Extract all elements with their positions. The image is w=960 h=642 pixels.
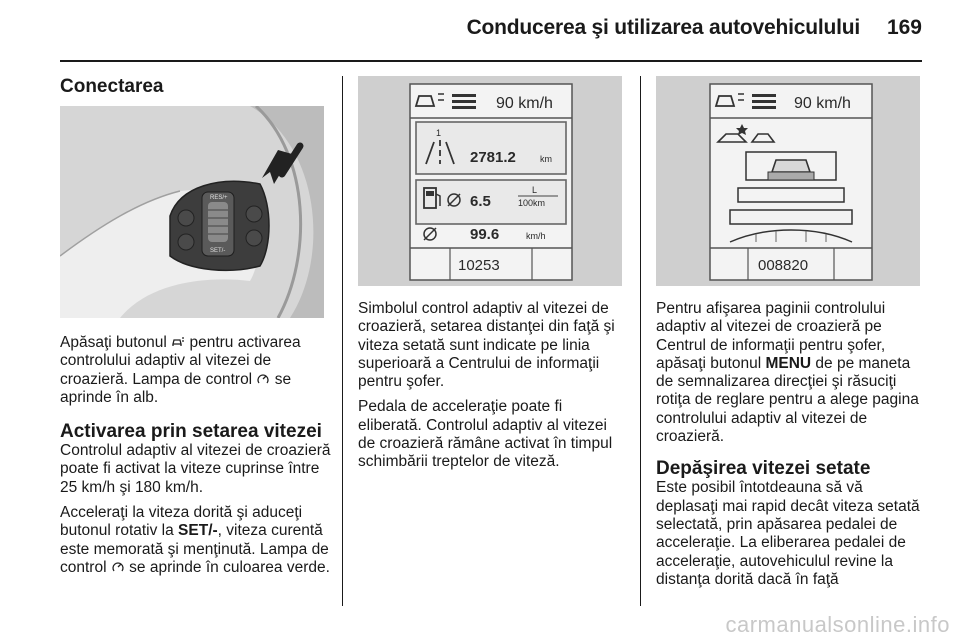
- driver-info-display-acc: [656, 76, 920, 286]
- section-heading-depasirea: Depăşirea vitezei setate: [656, 458, 871, 480]
- res-plus-label: RES/+: [210, 195, 228, 201]
- column-3-text: [656, 300, 924, 596]
- driver-info-display-trip: [358, 76, 622, 286]
- cruise-control-lamp-icon: [256, 372, 270, 386]
- odometer-value: 10253: [458, 257, 500, 274]
- cruise-control-lamp-icon: [111, 560, 125, 574]
- set-minus-label: SET/-: [210, 248, 226, 254]
- paragraph-conectarea: Apăsaţi butonul pentru activarea controlului adaptiv al vitezei de croazieră. Lampa de control se aprinde în alb.: [60, 334, 301, 406]
- column-1-text: [60, 334, 334, 584]
- odometer-value: 008820: [758, 257, 809, 274]
- distance-bars-icon: [752, 94, 776, 109]
- paragraph-symbol-info: Simbolul control adaptiv al vitezei de croazieră, setarea distanţei din faţă şi viteza setată sunt indicate pe linia superioară a Centrului de informaţii pentru şofer.: [358, 300, 615, 391]
- set-speed-readout: 90 km/h: [496, 95, 553, 112]
- header-rule: [60, 60, 922, 62]
- paragraph-menu-page: Pentru afişarea paginii controlului adaptiv al vitezei de croazieră pe Centrul de informaţii pentru şofer, apăsaţi butonul MENU de pe maneta de semnalizarea direcţiei şi răsuciţi rotiţa de reglare pentru a alege pagina controlului adaptiv al vitezei de croazieră.: [656, 300, 919, 446]
- section-heading-conectarea: Conectarea: [60, 76, 164, 97]
- column-divider-2: [640, 76, 641, 606]
- lane-number: 1: [436, 128, 442, 138]
- page-number: 169: [886, 16, 922, 39]
- average-speed-value: 99.6: [470, 226, 500, 243]
- watermark: carmanualsonline.info: [725, 612, 950, 637]
- paragraph-activation-range: Controlul adaptiv al vitezei de croazieră poate fi activat la viteze cuprinse între 25 km/h şi 180 km/h.: [60, 442, 331, 496]
- paragraph-pedal-release: Pedala de acceleraţie poate fi eliberată. Controlul adaptiv al vitezei de croazieră rămâne activat în timpul schimbării treptelor de viteză.: [358, 398, 613, 471]
- trip-value: 2781.2: [470, 149, 516, 166]
- fuel-unit-top: L: [532, 185, 538, 195]
- trip-unit: km: [540, 154, 552, 164]
- page-header-title: Conducerea şi utilizarea autovehiculului: [466, 16, 860, 39]
- distance-bars-icon: [452, 94, 476, 109]
- acc-car-icon: [171, 335, 185, 349]
- set-speed-readout: 90 km/h: [794, 95, 851, 112]
- steering-wheel-illustration: [60, 106, 324, 318]
- section-heading-activarea: Activarea prin setarea vitezei: [60, 421, 322, 443]
- fuel-consumption-value: 6.5: [470, 193, 491, 210]
- column-2-text: [358, 300, 626, 479]
- average-speed-unit: km/h: [526, 231, 546, 241]
- fuel-unit-bottom: 100km: [518, 198, 546, 208]
- column-divider-1: [342, 76, 343, 606]
- paragraph-set-speed: Acceleraţi la viteza dorită şi aduceţi butonul rotativ la SET/-, viteza curentă este memorată şi menţinută. Lampa de control se aprinde în culoarea verde.: [60, 504, 330, 576]
- paragraph-overtaking: Este posibil întotdeauna să vă deplasaţi mai rapid decât viteza setată selectată, prin apăsarea pedalei de acceleraţie. La eliberarea pedalei de acceleraţie, autovehiculul revine la distanţa dorită dacă în faţă: [656, 479, 920, 588]
